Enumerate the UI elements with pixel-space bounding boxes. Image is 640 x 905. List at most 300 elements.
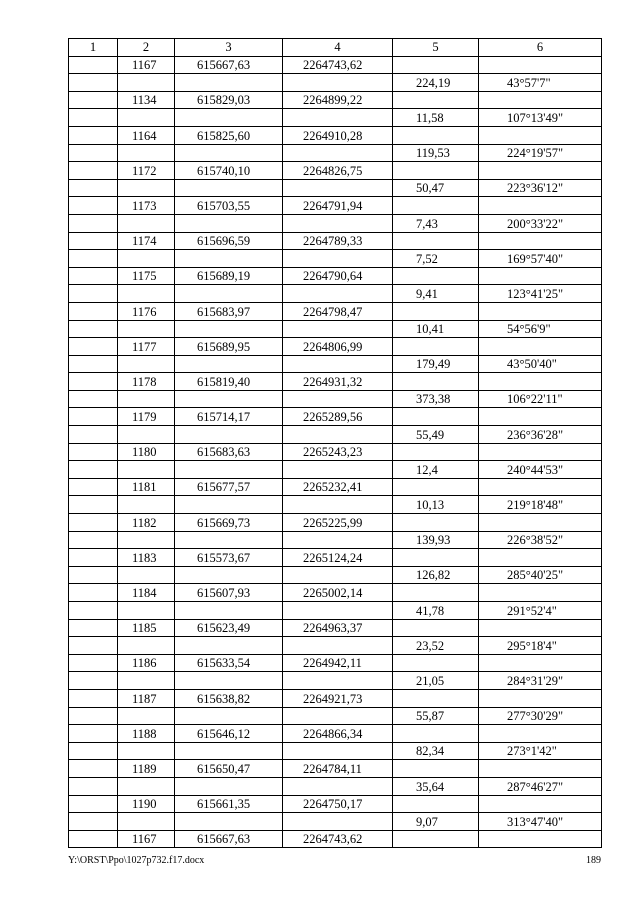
table-cell <box>69 443 118 461</box>
table-cell <box>175 285 283 303</box>
table-cell: 43°57'7" <box>479 74 602 92</box>
table-row <box>69 56 602 74</box>
table-row <box>69 689 602 707</box>
table-cell: 295°18'4" <box>479 637 602 655</box>
table-cell <box>69 602 118 620</box>
coordinates-table-container <box>68 38 601 848</box>
table-cell <box>393 373 479 391</box>
table-cell: 2264931,32 <box>283 373 393 391</box>
table-cell <box>283 179 393 197</box>
table-cell: 179,49 <box>393 355 479 373</box>
table-cell <box>283 285 393 303</box>
table-cell <box>479 654 602 672</box>
table-cell: 2264790,64 <box>283 267 393 285</box>
table-cell <box>69 109 118 127</box>
table-cell <box>175 707 283 725</box>
table-cell <box>175 179 283 197</box>
table-cell: 126,82 <box>393 566 479 584</box>
table-cell: 7,43 <box>393 214 479 232</box>
table-cell <box>175 390 283 408</box>
table-row <box>69 514 602 532</box>
table-cell <box>69 566 118 584</box>
table-row <box>69 109 602 127</box>
table-cell: 2264750,17 <box>283 795 393 813</box>
table-cell: 615633,54 <box>175 654 283 672</box>
column-header-2: 2 <box>118 39 175 57</box>
table-cell: 2265289,56 <box>283 408 393 426</box>
table-cell <box>69 654 118 672</box>
table-cell <box>69 637 118 655</box>
table-row <box>69 197 602 215</box>
table-cell: 2264784,11 <box>283 760 393 778</box>
table-cell <box>175 672 283 690</box>
table-cell <box>283 355 393 373</box>
table-cell <box>69 74 118 92</box>
table-cell <box>283 250 393 268</box>
table-row <box>69 179 602 197</box>
table-row <box>69 355 602 373</box>
table-cell: 10,41 <box>393 320 479 338</box>
column-header-4: 4 <box>283 39 393 57</box>
table-cell: 1176 <box>118 302 175 320</box>
table-cell: 615740,10 <box>175 162 283 180</box>
table-cell: 1173 <box>118 197 175 215</box>
table-cell: 223°36'12" <box>479 179 602 197</box>
table-cell: 2265225,99 <box>283 514 393 532</box>
table-row <box>69 126 602 144</box>
table-cell: 2264963,37 <box>283 619 393 637</box>
table-cell <box>175 777 283 795</box>
table-row <box>69 725 602 743</box>
table-cell <box>479 549 602 567</box>
table-cell <box>69 549 118 567</box>
table-cell: 123°41'25" <box>479 285 602 303</box>
table-cell <box>69 707 118 725</box>
table-cell: 2264899,22 <box>283 91 393 109</box>
table-cell: 1167 <box>118 830 175 848</box>
table-row <box>69 162 602 180</box>
table-cell <box>118 320 175 338</box>
table-cell: 236°36'28" <box>479 426 602 444</box>
table-cell: 615829,03 <box>175 91 283 109</box>
table-cell <box>393 654 479 672</box>
table-cell: 106°22'11" <box>479 390 602 408</box>
table-cell: 615696,59 <box>175 232 283 250</box>
table-row <box>69 742 602 760</box>
table-cell <box>69 338 118 356</box>
table-cell <box>479 760 602 778</box>
table-cell <box>283 531 393 549</box>
table-row <box>69 91 602 109</box>
table-cell: 9,07 <box>393 813 479 831</box>
table-cell: 2264806,99 <box>283 338 393 356</box>
table-cell <box>118 214 175 232</box>
table-row <box>69 760 602 778</box>
table-cell <box>118 672 175 690</box>
table-row <box>69 74 602 92</box>
table-cell <box>479 373 602 391</box>
table-cell <box>69 56 118 74</box>
table-cell <box>118 179 175 197</box>
table-cell: 10,13 <box>393 496 479 514</box>
table-cell <box>479 514 602 532</box>
table-row <box>69 566 602 584</box>
table-cell <box>479 162 602 180</box>
table-cell <box>69 760 118 778</box>
table-cell: 277°30'29" <box>479 707 602 725</box>
table-cell <box>69 285 118 303</box>
table-cell <box>393 795 479 813</box>
table-cell <box>175 461 283 479</box>
table-cell <box>69 619 118 637</box>
table-cell: 1187 <box>118 689 175 707</box>
table-cell <box>479 232 602 250</box>
table-cell <box>479 584 602 602</box>
table-cell: 285°40'25" <box>479 566 602 584</box>
table-cell: 1181 <box>118 478 175 496</box>
table-cell: 615703,55 <box>175 197 283 215</box>
table-cell <box>479 302 602 320</box>
table-cell <box>393 725 479 743</box>
table-cell <box>69 725 118 743</box>
table-cell <box>118 426 175 444</box>
table-cell <box>393 126 479 144</box>
table-row <box>69 373 602 391</box>
table-cell: 1190 <box>118 795 175 813</box>
table-cell: 615623,49 <box>175 619 283 637</box>
table-cell <box>69 777 118 795</box>
table-cell <box>175 355 283 373</box>
table-cell <box>393 760 479 778</box>
table-cell <box>175 426 283 444</box>
table-cell: 1174 <box>118 232 175 250</box>
table-cell: 1178 <box>118 373 175 391</box>
table-cell <box>69 91 118 109</box>
table-cell: 1183 <box>118 549 175 567</box>
table-cell: 2265243,23 <box>283 443 393 461</box>
table-cell: 55,87 <box>393 707 479 725</box>
table-cell <box>175 566 283 584</box>
table-row <box>69 214 602 232</box>
table-cell <box>479 197 602 215</box>
table-row <box>69 302 602 320</box>
table-cell <box>283 813 393 831</box>
table-cell: 284°31'29" <box>479 672 602 690</box>
table-cell <box>393 689 479 707</box>
table-cell <box>175 214 283 232</box>
table-cell <box>283 496 393 514</box>
table-cell: 2264743,62 <box>283 830 393 848</box>
table-cell: 35,64 <box>393 777 479 795</box>
table-cell <box>118 531 175 549</box>
table-cell: 2264826,75 <box>283 162 393 180</box>
table-row <box>69 285 602 303</box>
table-cell <box>69 250 118 268</box>
table-cell <box>393 162 479 180</box>
table-row <box>69 426 602 444</box>
table-cell: 43°50'40" <box>479 355 602 373</box>
table-cell <box>283 144 393 162</box>
table-row <box>69 267 602 285</box>
table-cell: 615683,63 <box>175 443 283 461</box>
table-cell: 11,58 <box>393 109 479 127</box>
table-cell <box>393 56 479 74</box>
table-cell <box>283 74 393 92</box>
table-row <box>69 390 602 408</box>
table-cell <box>69 162 118 180</box>
table-cell <box>283 637 393 655</box>
table-cell <box>175 144 283 162</box>
table-cell <box>393 619 479 637</box>
table-cell: 107°13'49" <box>479 109 602 127</box>
table-cell <box>118 566 175 584</box>
table-cell: 615714,17 <box>175 408 283 426</box>
table-cell: 2265124,24 <box>283 549 393 567</box>
table-cell <box>283 214 393 232</box>
table-cell: 615646,12 <box>175 725 283 743</box>
table-cell <box>393 91 479 109</box>
table-cell <box>479 126 602 144</box>
table-row <box>69 619 602 637</box>
table-cell: 119,53 <box>393 144 479 162</box>
header-row <box>69 39 602 57</box>
table-row <box>69 795 602 813</box>
table-cell <box>118 602 175 620</box>
table-row <box>69 549 602 567</box>
table-cell: 50,47 <box>393 179 479 197</box>
table-cell: 82,34 <box>393 742 479 760</box>
table-cell <box>479 795 602 813</box>
table-row <box>69 443 602 461</box>
table-cell: 200°33'22" <box>479 214 602 232</box>
table-cell: 313°47'40" <box>479 813 602 831</box>
table-cell: 240°44'53" <box>479 461 602 479</box>
table-row <box>69 408 602 426</box>
table-cell <box>118 250 175 268</box>
table-cell <box>69 795 118 813</box>
table-cell: 615669,73 <box>175 514 283 532</box>
table-cell <box>118 777 175 795</box>
table-cell <box>283 672 393 690</box>
table-cell <box>283 602 393 620</box>
table-cell <box>175 742 283 760</box>
coordinates-table <box>68 38 602 848</box>
table-cell <box>175 109 283 127</box>
table-row <box>69 232 602 250</box>
table-cell <box>118 74 175 92</box>
table-cell <box>69 478 118 496</box>
table-cell <box>479 56 602 74</box>
table-cell: 226°38'52" <box>479 531 602 549</box>
table-cell: 615667,63 <box>175 830 283 848</box>
table-row <box>69 637 602 655</box>
table-cell <box>283 566 393 584</box>
column-header-3: 3 <box>175 39 283 57</box>
table-cell: 615638,82 <box>175 689 283 707</box>
table-cell: 373,38 <box>393 390 479 408</box>
table-cell <box>479 478 602 496</box>
table-cell <box>393 514 479 532</box>
table-cell: 224,19 <box>393 74 479 92</box>
table-cell: 219°18'48" <box>479 496 602 514</box>
table-row <box>69 707 602 725</box>
table-cell <box>69 426 118 444</box>
file-path: Y:\ORST\Ppo\1027p732.f17.docx <box>68 855 205 866</box>
table-cell: 287°46'27" <box>479 777 602 795</box>
table-cell <box>118 707 175 725</box>
table-cell <box>479 91 602 109</box>
table-cell <box>283 742 393 760</box>
table-cell <box>118 355 175 373</box>
table-cell <box>69 373 118 391</box>
table-cell: 41,78 <box>393 602 479 620</box>
table-cell <box>175 602 283 620</box>
table-cell: 1134 <box>118 91 175 109</box>
table-cell <box>118 742 175 760</box>
table-row <box>69 320 602 338</box>
table-cell: 2264798,47 <box>283 302 393 320</box>
table-cell: 2264866,34 <box>283 725 393 743</box>
table-cell: 291°52'4" <box>479 602 602 620</box>
table-cell <box>175 813 283 831</box>
table-cell: 2264743,62 <box>283 56 393 74</box>
table-row <box>69 461 602 479</box>
table-cell <box>69 496 118 514</box>
table-cell <box>69 267 118 285</box>
table-cell <box>175 531 283 549</box>
table-cell <box>479 443 602 461</box>
table-cell: 23,52 <box>393 637 479 655</box>
table-cell <box>69 461 118 479</box>
table-cell: 1172 <box>118 162 175 180</box>
table-cell: 2264942,11 <box>283 654 393 672</box>
table-cell: 7,52 <box>393 250 479 268</box>
table-cell: 615661,35 <box>175 795 283 813</box>
table-cell: 139,93 <box>393 531 479 549</box>
table-cell: 1167 <box>118 56 175 74</box>
table-cell: 1189 <box>118 760 175 778</box>
table-cell: 2264921,73 <box>283 689 393 707</box>
table-cell: 615677,57 <box>175 478 283 496</box>
table-cell <box>69 232 118 250</box>
table-cell: 1179 <box>118 408 175 426</box>
table-cell <box>393 830 479 848</box>
table-cell: 2265232,41 <box>283 478 393 496</box>
table-cell: 21,05 <box>393 672 479 690</box>
table-cell <box>69 144 118 162</box>
table-cell <box>393 197 479 215</box>
table-cell <box>479 725 602 743</box>
table-cell: 55,49 <box>393 426 479 444</box>
table-cell: 2264910,28 <box>283 126 393 144</box>
table-cell <box>393 584 479 602</box>
table-cell: 615819,40 <box>175 373 283 391</box>
table-cell: 1184 <box>118 584 175 602</box>
table-cell <box>393 338 479 356</box>
table-row <box>69 584 602 602</box>
table-cell <box>69 197 118 215</box>
table-cell <box>175 74 283 92</box>
table-cell <box>393 232 479 250</box>
table-cell <box>118 637 175 655</box>
table-cell <box>69 320 118 338</box>
table-cell <box>175 496 283 514</box>
table-cell: 224°19'57" <box>479 144 602 162</box>
table-cell <box>69 179 118 197</box>
table-row <box>69 496 602 514</box>
table-row <box>69 478 602 496</box>
table-row <box>69 672 602 690</box>
table-cell <box>69 390 118 408</box>
table-cell: 9,41 <box>393 285 479 303</box>
table-cell <box>118 813 175 831</box>
table-row <box>69 830 602 848</box>
table-cell: 54°56'9" <box>479 320 602 338</box>
table-cell <box>69 302 118 320</box>
table-cell <box>69 126 118 144</box>
page-number: 189 <box>586 855 601 866</box>
column-header-5: 5 <box>393 39 479 57</box>
table-cell <box>175 250 283 268</box>
table-cell <box>283 390 393 408</box>
table-cell <box>118 285 175 303</box>
table-cell: 1182 <box>118 514 175 532</box>
table-cell <box>393 408 479 426</box>
table-cell <box>69 689 118 707</box>
table-cell <box>69 584 118 602</box>
table-cell: 615689,19 <box>175 267 283 285</box>
table-cell: 12,4 <box>393 461 479 479</box>
table-row <box>69 777 602 795</box>
table-row <box>69 144 602 162</box>
table-row <box>69 654 602 672</box>
table-cell <box>69 514 118 532</box>
column-header-6: 6 <box>479 39 602 57</box>
page-footer <box>68 855 601 866</box>
table-cell <box>283 320 393 338</box>
table-cell: 615607,93 <box>175 584 283 602</box>
table-row <box>69 250 602 268</box>
table-cell: 2264791,94 <box>283 197 393 215</box>
table-body <box>69 56 602 848</box>
table-cell <box>69 742 118 760</box>
table-cell <box>118 109 175 127</box>
table-cell: 615650,47 <box>175 760 283 778</box>
table-cell <box>69 813 118 831</box>
column-header-1: 1 <box>69 39 118 57</box>
table-cell <box>479 830 602 848</box>
table-row <box>69 813 602 831</box>
table-cell <box>69 531 118 549</box>
table-cell <box>118 461 175 479</box>
table-cell <box>283 461 393 479</box>
table-cell <box>69 355 118 373</box>
table-cell <box>69 672 118 690</box>
table-cell: 1164 <box>118 126 175 144</box>
table-cell <box>175 320 283 338</box>
table-cell: 273°1'42" <box>479 742 602 760</box>
table-cell <box>479 267 602 285</box>
table-row <box>69 531 602 549</box>
table-row <box>69 338 602 356</box>
table-cell <box>69 408 118 426</box>
table-row <box>69 602 602 620</box>
table-cell: 169°57'40" <box>479 250 602 268</box>
table-cell: 2264789,33 <box>283 232 393 250</box>
table-cell: 1180 <box>118 443 175 461</box>
table-cell <box>479 689 602 707</box>
table-cell <box>393 478 479 496</box>
